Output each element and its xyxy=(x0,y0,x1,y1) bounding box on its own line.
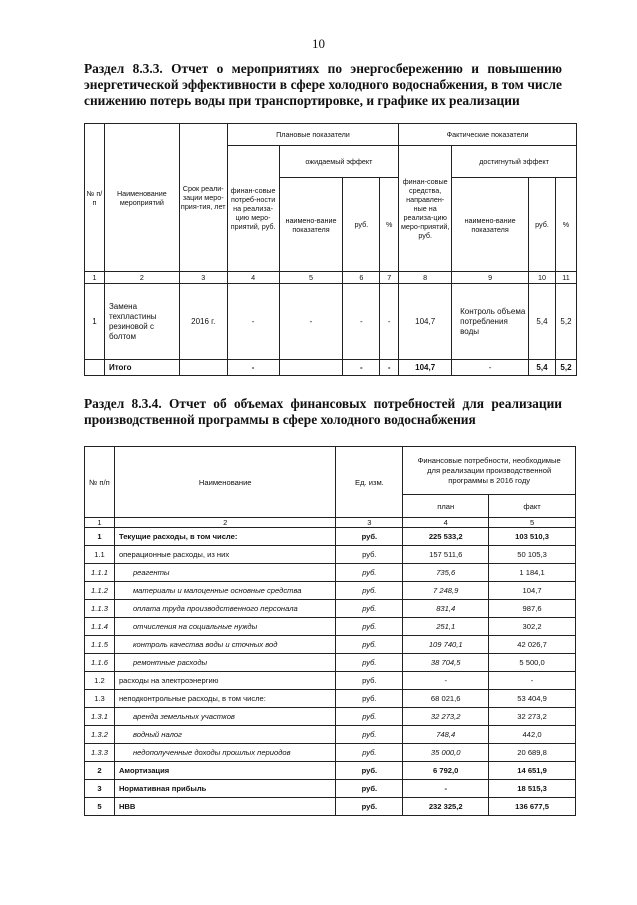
total-plan-rub: - xyxy=(343,360,380,376)
row-term: 2016 г. xyxy=(179,284,227,360)
col-number: 1 xyxy=(85,518,115,528)
col-number: 8 xyxy=(399,272,452,284)
row-num: 1.3.2 xyxy=(85,726,115,744)
table-row xyxy=(85,636,576,654)
header-plan-rub: руб. xyxy=(343,178,380,272)
row-plan: 32 273,2 xyxy=(403,708,489,726)
row-plan: 38 704,5 xyxy=(403,654,489,672)
row-num: 3 xyxy=(85,780,115,798)
total-label: Итого xyxy=(104,360,179,376)
row-plan: 6 792,0 xyxy=(403,762,489,780)
row-name: водный налог xyxy=(114,726,336,744)
row-name: реагенты xyxy=(114,564,336,582)
header-num: № п/п xyxy=(85,124,105,272)
row-name: НВВ xyxy=(114,798,336,816)
row-fact: 32 273,2 xyxy=(489,708,576,726)
col-number: 3 xyxy=(336,518,403,528)
row-unit: руб. xyxy=(336,708,403,726)
row-name: оплата труда производственного персонала xyxy=(114,600,336,618)
total-plan-fin: - xyxy=(227,360,279,376)
total-fact-rub: 5,4 xyxy=(529,360,556,376)
row-unit: руб. xyxy=(336,564,403,582)
col-number: 11 xyxy=(555,272,576,284)
row-num: 1 xyxy=(85,528,115,546)
row-plan-name: - xyxy=(279,284,343,360)
row-plan: 748,4 xyxy=(403,726,489,744)
row-unit: руб. xyxy=(336,780,403,798)
row-name: аренда земельных участков xyxy=(114,708,336,726)
row-plan-pct: - xyxy=(380,284,399,360)
row-plan: 68 021,6 xyxy=(403,690,489,708)
energy-saving-measures-table xyxy=(84,123,577,376)
header-plan: план xyxy=(403,495,489,518)
row-name: неподконтрольные расходы, в том числе: xyxy=(114,690,336,708)
row-name: Нормативная прибыль xyxy=(114,780,336,798)
row-plan: 225 533,2 xyxy=(403,528,489,546)
row-unit: руб. xyxy=(336,582,403,600)
row-fact: 5 500,0 xyxy=(489,654,576,672)
col-number: 2 xyxy=(114,518,336,528)
row-unit: руб. xyxy=(336,798,403,816)
row-num: 1.1.3 xyxy=(85,600,115,618)
row-fact: 20 689,8 xyxy=(489,744,576,762)
row-name: операционные расходы, из них xyxy=(114,546,336,564)
row-fact-name: Контроль объема потребления воды xyxy=(452,284,529,360)
row-num: 1 xyxy=(85,284,105,360)
row-fact: 14 651,9 xyxy=(489,762,576,780)
row-fact-pct: 5,2 xyxy=(555,284,576,360)
row-fact: 104,7 xyxy=(489,582,576,600)
header-fact: факт xyxy=(489,495,576,518)
row-fact-rub: 5,4 xyxy=(529,284,556,360)
row-unit: руб. xyxy=(336,600,403,618)
row-name: отчисления на социальные нужды xyxy=(114,618,336,636)
header-achieved: достигнутый эффект xyxy=(452,146,577,178)
row-unit: руб. xyxy=(336,690,403,708)
column-numbers-row xyxy=(85,272,577,284)
row-plan: 7 248,9 xyxy=(403,582,489,600)
header-name: Наименование xyxy=(114,447,336,518)
row-plan: 735,6 xyxy=(403,564,489,582)
table-row xyxy=(85,618,576,636)
header-actual: Фактические показатели xyxy=(399,124,577,146)
table-row xyxy=(85,582,576,600)
row-num: 1.1 xyxy=(85,546,115,564)
table-row xyxy=(85,690,576,708)
row-num: 1.1.6 xyxy=(85,654,115,672)
table-row xyxy=(85,528,576,546)
row-fact: 302,2 xyxy=(489,618,576,636)
row-fact: 987,6 xyxy=(489,600,576,618)
row-name: материалы и малоценные основные средства xyxy=(114,582,336,600)
col-number: 4 xyxy=(403,518,489,528)
row-plan: - xyxy=(403,780,489,798)
row-unit: руб. xyxy=(336,672,403,690)
row-fact-fin: 104,7 xyxy=(399,284,452,360)
row-num: 2 xyxy=(85,762,115,780)
col-number: 1 xyxy=(85,272,105,284)
table-row xyxy=(85,726,576,744)
section-8-3-4-heading: Раздел 8.3.4. Отчет об объемах финансовых потребностей для реализации производственной программы в сфере холодного водоснабжения xyxy=(84,396,562,427)
total-plan-pct: - xyxy=(380,360,399,376)
header-expected: ожидаемый эффект xyxy=(279,146,399,178)
row-unit: руб. xyxy=(336,636,403,654)
table-row xyxy=(85,708,576,726)
row-fact: 53 404,9 xyxy=(489,690,576,708)
row-plan: - xyxy=(403,672,489,690)
row-unit: руб. xyxy=(336,654,403,672)
row-fact: 42 026,7 xyxy=(489,636,576,654)
row-name: Текущие расходы, в том числе: xyxy=(114,528,336,546)
row-fact: 442,0 xyxy=(489,726,576,744)
row-fact: 136 677,5 xyxy=(489,798,576,816)
row-name: Амортизация xyxy=(114,762,336,780)
col-number: 6 xyxy=(343,272,380,284)
row-fact: 103 510,3 xyxy=(489,528,576,546)
table-row xyxy=(85,744,576,762)
col-number: 5 xyxy=(279,272,343,284)
header-plan-pct: % xyxy=(380,178,399,272)
row-num: 1.3 xyxy=(85,690,115,708)
row-name: расходы на электроэнергию xyxy=(114,672,336,690)
row-num: 1.3.3 xyxy=(85,744,115,762)
table-row xyxy=(85,672,576,690)
row-plan: 35 000,0 xyxy=(403,744,489,762)
table-row xyxy=(85,762,576,780)
header-fact-name: наимено-вание показателя xyxy=(452,178,529,272)
row-fact: - xyxy=(489,672,576,690)
total-row xyxy=(85,360,577,376)
table-row xyxy=(85,780,576,798)
row-plan: 109 740,1 xyxy=(403,636,489,654)
table-row xyxy=(85,600,576,618)
row-fact: 50 105,3 xyxy=(489,546,576,564)
row-plan-fin: - xyxy=(227,284,279,360)
table-row xyxy=(85,564,576,582)
header-planned: Плановые показатели xyxy=(227,124,399,146)
header-fin-needs: Финансовые потребности, необходимые для реализации производственной программы в 2016 году xyxy=(403,447,576,495)
row-plan: 251,1 xyxy=(403,618,489,636)
header-unit: Ед. изм. xyxy=(336,447,403,518)
col-number: 2 xyxy=(104,272,179,284)
row-num: 1.1.5 xyxy=(85,636,115,654)
header-plan-name: наимено-вание показателя xyxy=(279,178,343,272)
total-fact-name: - xyxy=(452,360,529,376)
row-num: 5 xyxy=(85,798,115,816)
row-unit: руб. xyxy=(336,528,403,546)
row-fact: 18 515,3 xyxy=(489,780,576,798)
row-unit: руб. xyxy=(336,762,403,780)
financial-needs-table xyxy=(84,446,576,816)
total-fact-fin: 104,7 xyxy=(399,360,452,376)
row-num: 1.3.1 xyxy=(85,708,115,726)
header-fact-rub: руб. xyxy=(529,178,556,272)
row-name: Замена техпластины резиновой с болтом xyxy=(104,284,179,360)
header-fact-pct: % xyxy=(555,178,576,272)
row-unit: руб. xyxy=(336,726,403,744)
table-row xyxy=(85,654,576,672)
table-row xyxy=(85,284,577,360)
section-8-3-3-heading: Раздел 8.3.3. Отчет о мероприятиях по энергосбережению и повышению энергетической эффективности в сфере холодного водоснабжения, в том числе снижению потерь воды при транспортировке, и графике их реализации xyxy=(84,61,562,108)
row-unit: руб. xyxy=(336,744,403,762)
col-number: 4 xyxy=(227,272,279,284)
header-name: Наименование мероприятий xyxy=(104,124,179,272)
header-plan-fin: финан-совые потреб-ности на реализа-цию меро-приятий, руб. xyxy=(227,146,279,272)
row-num: 1.2 xyxy=(85,672,115,690)
row-plan: 232 325,2 xyxy=(403,798,489,816)
header-term: Срок реали-зации меро-прия-тия, лет xyxy=(179,124,227,272)
row-plan: 831,4 xyxy=(403,600,489,618)
table-row xyxy=(85,546,576,564)
total-fact-pct: 5,2 xyxy=(555,360,576,376)
row-plan-rub: - xyxy=(343,284,380,360)
col-number: 9 xyxy=(452,272,529,284)
header-num: № п/п xyxy=(85,447,115,518)
row-fact: 1 184,1 xyxy=(489,564,576,582)
column-numbers-row xyxy=(85,518,576,528)
row-num: 1.1.1 xyxy=(85,564,115,582)
row-name: контроль качества воды и сточных вод xyxy=(114,636,336,654)
row-unit: руб. xyxy=(336,618,403,636)
table-row xyxy=(85,798,576,816)
col-number: 3 xyxy=(179,272,227,284)
row-num: 1.1.4 xyxy=(85,618,115,636)
row-name: недополученные доходы прошлых периодов xyxy=(114,744,336,762)
col-number: 10 xyxy=(529,272,556,284)
col-number: 7 xyxy=(380,272,399,284)
header-fact-fin: финан-совые средства, направлен-ные на реализа-цию меро-приятий, руб. xyxy=(399,146,452,272)
col-number: 5 xyxy=(489,518,576,528)
row-plan: 157 511,6 xyxy=(403,546,489,564)
row-unit: руб. xyxy=(336,546,403,564)
page-number: 10 xyxy=(312,36,325,51)
row-num: 1.1.2 xyxy=(85,582,115,600)
row-name: ремонтные расходы xyxy=(114,654,336,672)
